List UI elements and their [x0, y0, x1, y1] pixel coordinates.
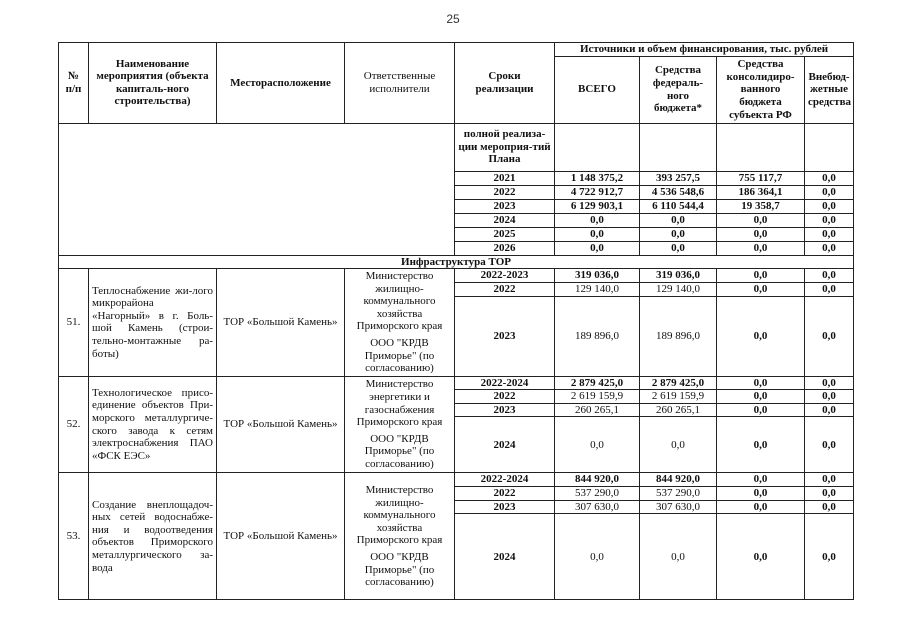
item-total: 844 920,0: [555, 473, 640, 487]
item-federal: 844 920,0: [640, 473, 717, 487]
header-name: Наименование мероприятия (объекта капиталь-ного строительства): [89, 43, 217, 124]
item-regional: 0,0: [717, 403, 805, 417]
item-extra: 0,0: [805, 269, 854, 283]
item-total: 537 290,0: [555, 487, 640, 501]
item-location: ТОР «Большой Камень»: [217, 473, 345, 600]
totals-total: 6 129 903,1: [555, 199, 640, 213]
item-year: 2023: [455, 500, 555, 514]
item-name: Теплоснабжение жи-лого микрорайона «Нагорный» в г. Боль-шой Камень (строи-тельно-монтажные ра-боты): [89, 269, 217, 376]
item-responsible-secondary: ООО "КРДВ Приморье" (по согласованию): [364, 432, 435, 471]
item-regional: 0,0: [717, 500, 805, 514]
totals-federal: 0,0: [640, 241, 717, 255]
item-federal: 0,0: [640, 417, 717, 473]
item-location: ТОР «Большой Камень»: [217, 269, 345, 376]
item-extra: 0,0: [805, 296, 854, 376]
item-year: 2023: [455, 296, 555, 376]
item-number: 51.: [59, 269, 89, 376]
item-responsible: [345, 376, 455, 473]
item-total: 307 630,0: [555, 500, 640, 514]
totals-extra: 0,0: [805, 213, 854, 227]
item-regional: 0,0: [717, 487, 805, 501]
item-total: 2 619 159,9: [555, 390, 640, 404]
totals-year: 2026: [455, 241, 555, 255]
item-extra: 0,0: [805, 417, 854, 473]
totals-label-row: [59, 123, 854, 171]
item-year: 2022: [455, 390, 555, 404]
item-name: Создание внеплощадоч-ных сетей водоснабже-ния и водоотведения объектов Приморского металлургического за-вода: [89, 473, 217, 600]
item-row: [59, 473, 854, 487]
item-row: [59, 376, 854, 390]
totals-year: 2024: [455, 213, 555, 227]
item-total: 0,0: [555, 514, 640, 600]
header-location: Месторасположение: [217, 43, 345, 124]
totals-extra: 0,0: [805, 199, 854, 213]
totals-federal: 0,0: [640, 213, 717, 227]
totals-label-empty: [640, 123, 717, 171]
totals-year: 2023: [455, 199, 555, 213]
header-total: ВСЕГО: [555, 56, 640, 123]
totals-label-empty: [555, 123, 640, 171]
header-sources: Источники и объем финансирования, тыс. рублей: [555, 43, 854, 57]
item-regional: 0,0: [717, 417, 805, 473]
totals-regional: 0,0: [717, 241, 805, 255]
totals-blank-cell: [59, 123, 455, 255]
item-year: 2024: [455, 514, 555, 600]
item-regional: 0,0: [717, 514, 805, 600]
totals-federal: 0,0: [640, 227, 717, 241]
totals-total: 1 148 375,2: [555, 171, 640, 185]
item-number: 53.: [59, 473, 89, 600]
item-federal: 129 140,0: [640, 282, 717, 296]
header-federal: Средства федераль-ного бюджета*: [640, 56, 717, 123]
item-row: [59, 269, 854, 283]
totals-label-empty: [717, 123, 805, 171]
item-name: Технологическое присо-единение объектов При-морского металлургиче-ского завода к сетям электроснабжения ПАО «ФСК ЕЭС»: [89, 376, 217, 473]
totals-extra: 0,0: [805, 227, 854, 241]
item-federal: 2 619 159,9: [640, 390, 717, 404]
totals-total: 0,0: [555, 227, 640, 241]
totals-extra: 0,0: [805, 241, 854, 255]
item-total: 129 140,0: [555, 282, 640, 296]
item-regional: 0,0: [717, 390, 805, 404]
totals-total: 0,0: [555, 241, 640, 255]
item-federal: 537 290,0: [640, 487, 717, 501]
item-federal: 189 896,0: [640, 296, 717, 376]
item-extra: 0,0: [805, 390, 854, 404]
totals-federal: 4 536 548,6: [640, 185, 717, 199]
totals-regional: 755 117,7: [717, 171, 805, 185]
item-federal: 260 265,1: [640, 403, 717, 417]
financing-table: [58, 42, 854, 600]
item-extra: 0,0: [805, 487, 854, 501]
item-responsible-primary: Министерство энергетики и газоснабжения Приморского края: [356, 378, 443, 429]
item-total: 319 036,0: [555, 269, 640, 283]
totals-extra: 0,0: [805, 185, 854, 199]
totals-regional: 0,0: [717, 227, 805, 241]
item-extra: 0,0: [805, 403, 854, 417]
totals-federal: 393 257,5: [640, 171, 717, 185]
header-extra: Внебюд-жетные средства: [805, 56, 854, 123]
totals-year: 2022: [455, 185, 555, 199]
item-extra: 0,0: [805, 500, 854, 514]
item-regional: 0,0: [717, 296, 805, 376]
item-extra: 0,0: [805, 514, 854, 600]
totals-regional: 186 364,1: [717, 185, 805, 199]
item-regional: 0,0: [717, 269, 805, 283]
item-location: ТОР «Большой Камень»: [217, 376, 345, 473]
totals-label: полной реализа-ции мероприя-тий Плана: [455, 123, 555, 171]
item-year: 2023: [455, 403, 555, 417]
item-year: 2022-2024: [455, 376, 555, 390]
item-extra: 0,0: [805, 376, 854, 390]
totals-total: 0,0: [555, 213, 640, 227]
page-number: 25: [446, 12, 460, 26]
item-regional: 0,0: [717, 282, 805, 296]
section-title: Инфраструктура ТОР: [59, 255, 854, 269]
item-number: 52.: [59, 376, 89, 473]
item-federal: 307 630,0: [640, 500, 717, 514]
item-responsible-primary: Министерство жилищно-коммунального хозяйства Приморского края: [356, 483, 443, 547]
item-federal: 0,0: [640, 514, 717, 600]
item-year: 2022: [455, 487, 555, 501]
totals-label-empty: [805, 123, 854, 171]
item-federal: 319 036,0: [640, 269, 717, 283]
item-extra: 0,0: [805, 473, 854, 487]
item-year: 2022: [455, 282, 555, 296]
item-total: 189 896,0: [555, 296, 640, 376]
header-terms: Сроки реализации: [455, 43, 555, 124]
item-responsible-primary: Министерство жилищно-коммунального хозяйства Приморского края: [356, 269, 443, 333]
header-no: № п/п: [59, 43, 89, 124]
totals-federal: 6 110 544,4: [640, 199, 717, 213]
item-year: 2022-2024: [455, 473, 555, 487]
header-responsible: Ответственные исполнители: [345, 43, 455, 124]
item-extra: 0,0: [805, 282, 854, 296]
item-total: 0,0: [555, 417, 640, 473]
totals-regional: 0,0: [717, 213, 805, 227]
totals-regional: 19 358,7: [717, 199, 805, 213]
item-federal: 2 879 425,0: [640, 376, 717, 390]
item-year: 2022-2023: [455, 269, 555, 283]
item-total: 260 265,1: [555, 403, 640, 417]
item-regional: 0,0: [717, 376, 805, 390]
item-total: 2 879 425,0: [555, 376, 640, 390]
item-responsible-secondary: ООО "КРДВ Приморье" (по согласованию): [364, 551, 435, 589]
item-regional: 0,0: [717, 473, 805, 487]
item-responsible: [345, 269, 455, 376]
item-responsible-secondary: ООО "КРДВ Приморье" (по согласованию): [364, 337, 435, 375]
totals-year: 2025: [455, 227, 555, 241]
item-responsible: [345, 473, 455, 600]
section-row: [59, 255, 854, 269]
header-regional: Средства консолидиро-ванного бюджета субъекта РФ: [717, 56, 805, 123]
item-year: 2024: [455, 417, 555, 473]
totals-total: 4 722 912,7: [555, 185, 640, 199]
totals-year: 2021: [455, 171, 555, 185]
totals-extra: 0,0: [805, 171, 854, 185]
